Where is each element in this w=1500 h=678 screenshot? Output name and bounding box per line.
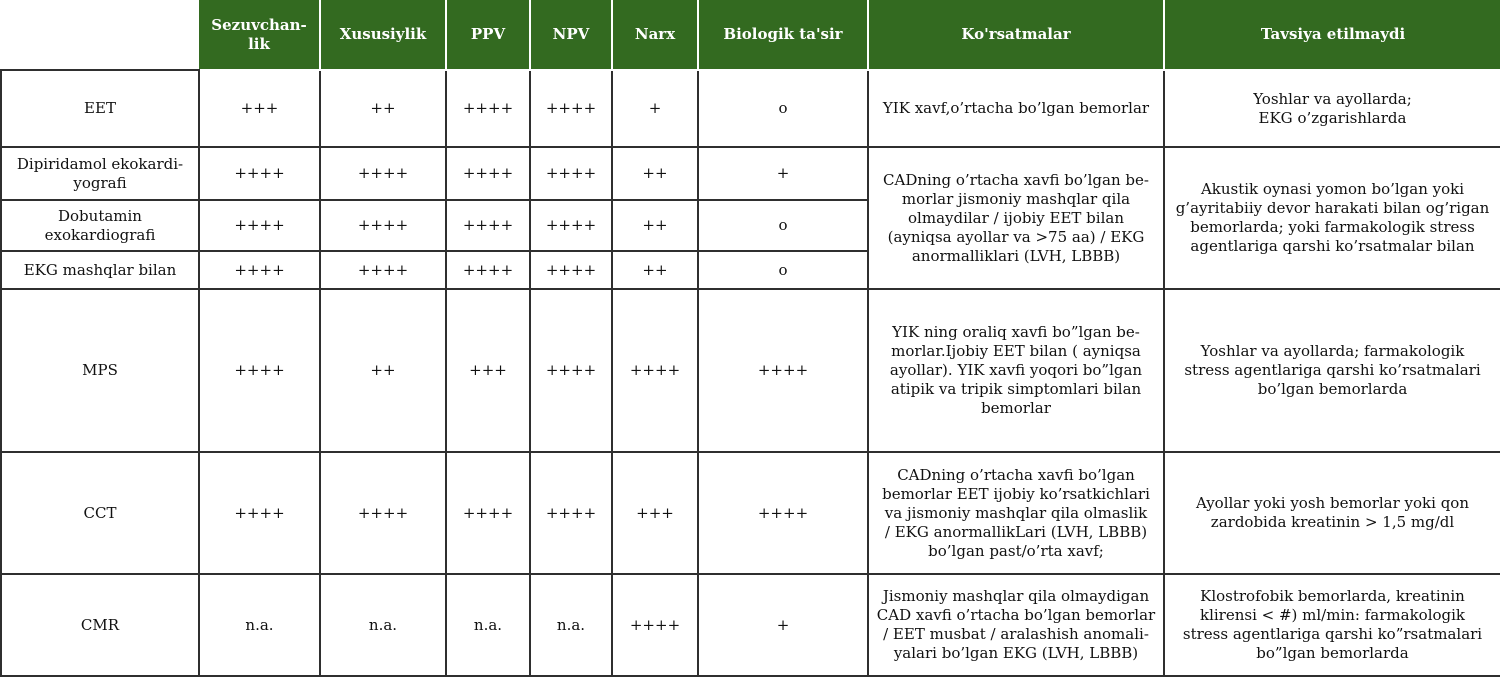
cell-npv: ++++ bbox=[530, 452, 612, 574]
cell-not-recommended: Yoshlar va ayollarda; farmakologik stress agentlariga qarshi ko’rsatmalari bo’lgan bemorlarda bbox=[1164, 289, 1500, 452]
header-corner bbox=[1, 0, 199, 70]
cell-ppv: ++++ bbox=[446, 452, 530, 574]
cell-biological-effect: o bbox=[698, 70, 868, 147]
row-label: CMR bbox=[1, 574, 199, 676]
cell-sensitivity: ++++ bbox=[199, 289, 320, 452]
header-biological-effect: Biologik ta'sir bbox=[698, 0, 868, 70]
cell-not-recommended: Klostrofobik bemorlarda, kreatinin klirensi < #) ml/min: farmakologik stress agentlariga qarshi ko”rsatmalari bo”lgan bemorlarda bbox=[1164, 574, 1500, 676]
table-row-dipyridamole bbox=[1, 147, 1500, 200]
cell-npv: ++++ bbox=[530, 147, 612, 200]
cell-specificity: ++ bbox=[320, 70, 446, 147]
cell-npv: ++++ bbox=[530, 289, 612, 452]
row-label: MPS bbox=[1, 289, 199, 452]
table-row-mps bbox=[1, 289, 1500, 452]
cell-ppv: ++++ bbox=[446, 147, 530, 200]
cell-ppv: +++ bbox=[446, 289, 530, 452]
cell-ppv: n.a. bbox=[446, 574, 530, 676]
cell-specificity: ++ bbox=[320, 289, 446, 452]
row-label: EET bbox=[1, 70, 199, 147]
cell-sensitivity: ++++ bbox=[199, 452, 320, 574]
cell-biological-effect: ++++ bbox=[698, 289, 868, 452]
cell-npv: n.a. bbox=[530, 574, 612, 676]
row-label: Dobutamin exokardiografi bbox=[1, 200, 199, 251]
cell-not-recommended: Akustik oynasi yomon bo’lgan yoki g’ayritabiiy devor harakati bilan og’rigan bemorlarda; yoki farmakologik stress agentlariga qarshi ko’rsatmalar bilan bbox=[1164, 147, 1500, 289]
cell-npv: ++++ bbox=[530, 200, 612, 251]
cell-biological-effect: + bbox=[698, 574, 868, 676]
cell-ppv: ++++ bbox=[446, 70, 530, 147]
row-label: Dipiridamol ekokardi- yografi bbox=[1, 147, 199, 200]
header-sensitivity: Sezuvchan- lik bbox=[199, 0, 320, 70]
cell-price: ++ bbox=[612, 200, 698, 251]
cell-biological-effect: o bbox=[698, 200, 868, 251]
cell-specificity: ++++ bbox=[320, 200, 446, 251]
row-label: CCT bbox=[1, 452, 199, 574]
header-row bbox=[1, 0, 1500, 70]
cell-specificity: ++++ bbox=[320, 147, 446, 200]
cell-price: ++++ bbox=[612, 574, 698, 676]
cell-price: +++ bbox=[612, 452, 698, 574]
header-specificity: Xususiylik bbox=[320, 0, 446, 70]
cell-sensitivity: +++ bbox=[199, 70, 320, 147]
cell-sensitivity: ++++ bbox=[199, 251, 320, 289]
cell-biological-effect: + bbox=[698, 147, 868, 200]
header-ppv: PPV bbox=[446, 0, 530, 70]
table-row-cct bbox=[1, 452, 1500, 574]
header-not-recommended: Tavsiya etilmaydi bbox=[1164, 0, 1500, 70]
cell-sensitivity: ++++ bbox=[199, 200, 320, 251]
header-indications: Ko'rsatmalar bbox=[868, 0, 1164, 70]
cell-not-recommended: Ayollar yoki yosh bemorlar yoki qon zardobida kreatinin > 1,5 mg/dl bbox=[1164, 452, 1500, 574]
cell-specificity: ++++ bbox=[320, 452, 446, 574]
cell-ppv: ++++ bbox=[446, 251, 530, 289]
header-npv: NPV bbox=[530, 0, 612, 70]
cell-biological-effect: ++++ bbox=[698, 452, 868, 574]
cell-npv: ++++ bbox=[530, 70, 612, 147]
cell-not-recommended: Yoshlar va ayollarda; EKG o’zgarishlarda bbox=[1164, 70, 1500, 147]
cell-indications: YIK xavf,o’rtacha bo’lgan bemorlar bbox=[868, 70, 1164, 147]
table-row-cmr bbox=[1, 574, 1500, 676]
cell-indications: Jismoniy mashqlar qila olmaydigan CAD xavfi o’rtacha bo’lgan bemorlar / EET musbat / aralashish anomali- yalari bo’lgan EKG (LVH, LBBB) bbox=[868, 574, 1164, 676]
cell-price: ++ bbox=[612, 147, 698, 200]
cell-ppv: ++++ bbox=[446, 200, 530, 251]
header-price: Narx bbox=[612, 0, 698, 70]
cell-indications: YIK ning oraliq xavfi bo”lgan be- morlar.Ijobiy EET bilan ( ayniqsa ayollar). YIK xavfi yoqori bo”lgan atipik va tripik simptomlari bilan bemorlar bbox=[868, 289, 1164, 452]
cell-specificity: ++++ bbox=[320, 251, 446, 289]
cell-biological-effect: o bbox=[698, 251, 868, 289]
cell-price: + bbox=[612, 70, 698, 147]
table-row-eet bbox=[1, 70, 1500, 147]
cell-indications: CADning o’rtacha xavfi bo’lgan be- morlar jismoniy mashqlar qila olmaydilar / ijobiy EET bilan (ayniqsa ayollar va >75 aa) / EKG anormalliklari (LVH, LBBB) bbox=[868, 147, 1164, 289]
cell-price: ++ bbox=[612, 251, 698, 289]
row-label: EKG mashqlar bilan bbox=[1, 251, 199, 289]
cell-price: ++++ bbox=[612, 289, 698, 452]
cell-sensitivity: ++++ bbox=[199, 147, 320, 200]
cell-indications: CADning o’rtacha xavfi bo’lgan bemorlar EET ijobiy ko’rsatkichlari va jismoniy mashqlar qila olmaslik / EKG anormallikLari (LVH, LBBB) bo’lgan past/o’rta xavf; bbox=[868, 452, 1164, 574]
cell-npv: ++++ bbox=[530, 251, 612, 289]
cell-specificity: n.a. bbox=[320, 574, 446, 676]
cell-sensitivity: n.a. bbox=[199, 574, 320, 676]
